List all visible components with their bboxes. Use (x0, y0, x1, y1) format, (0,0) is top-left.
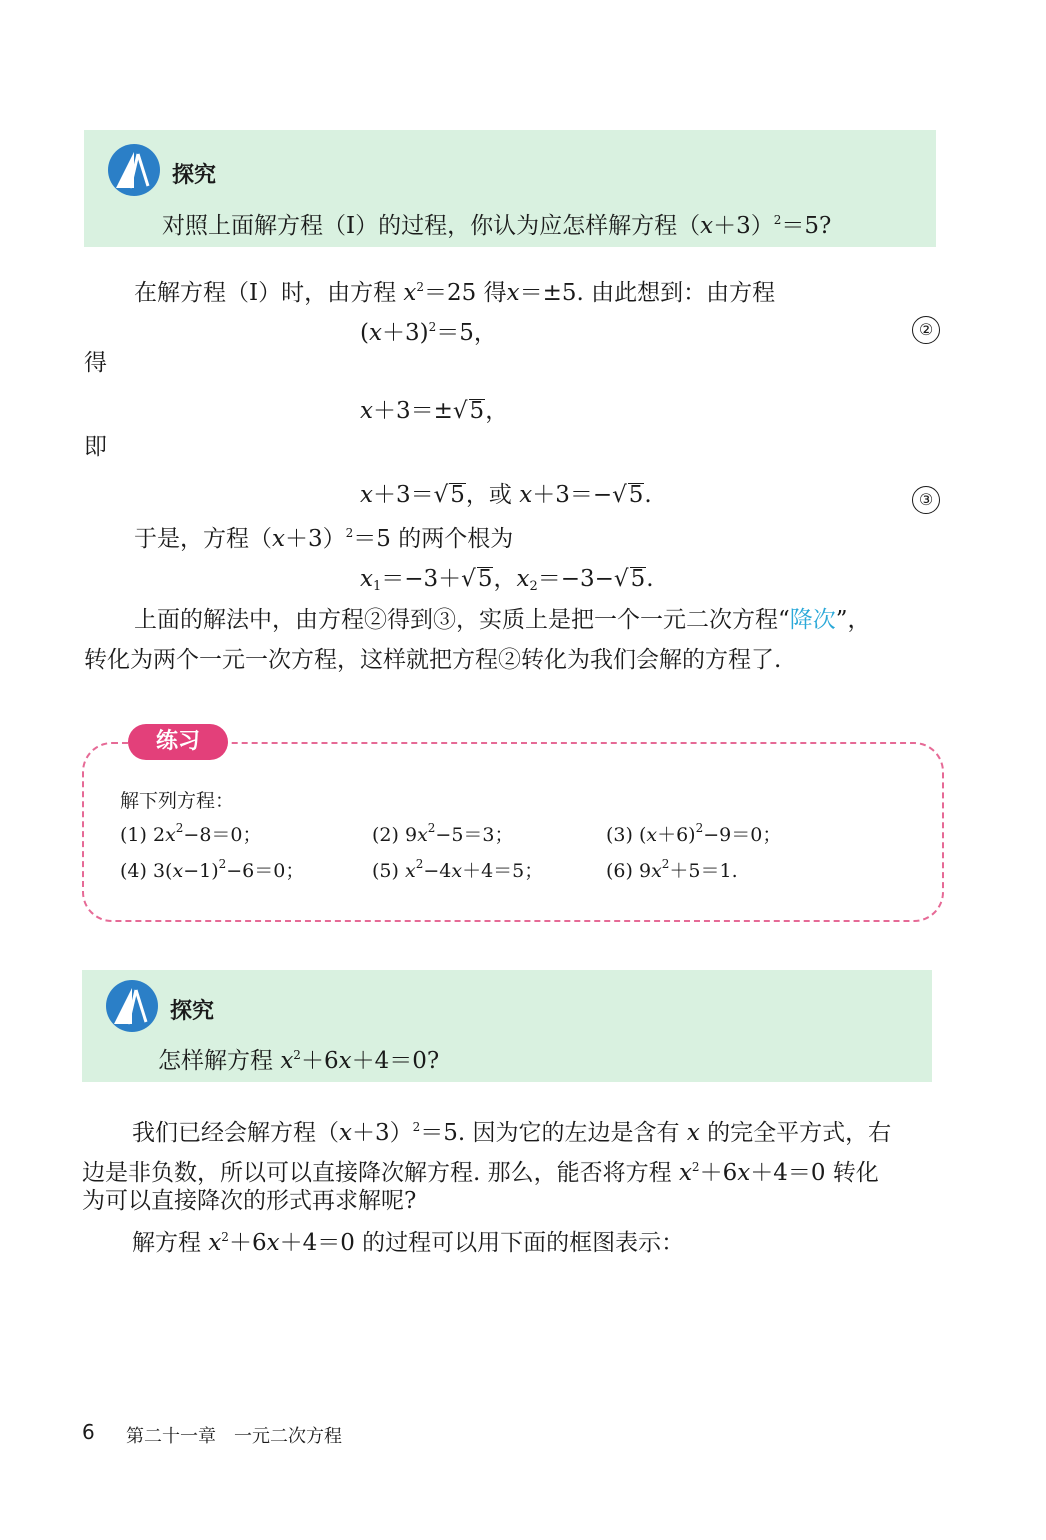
equation-plus-minus: x＋3＝±√5， (360, 398, 509, 424)
word-ji: 即 (84, 434, 107, 460)
explore-title-1: 探究 (172, 163, 217, 188)
compass-triangle-icon (106, 980, 158, 1032)
practice-item-3: (3) $(x+6)^2-9=0$； (606, 821, 782, 846)
explore-title-2: 探究 (170, 999, 215, 1024)
highlight-term: 降次 (789, 607, 836, 633)
paragraph-2: 于是，方程$(x+3)^2=5$ 的两个根为 (134, 526, 514, 552)
paragraph-4-line1: 我们已经会解方程$(x+3)^2=5$. 因为它的左边是含有 x 的完全平方式，右 (132, 1120, 892, 1146)
paragraph-3-line2: 转化为两个一元一次方程，这样就把方程②转化为我们会解的方程了. (84, 647, 782, 673)
paragraph-4-line2: 边是非负数，所以可以直接降次解方程. 那么，能否将方程 $x^2+6x+4=0$ 转化 (82, 1160, 879, 1186)
equation-marker-3: ③ (912, 486, 940, 514)
practice-instruction: 解下列方程： (120, 790, 235, 812)
equation-2: $(x+3)^2=5$， (360, 320, 497, 346)
practice-item-6: (6) $9x^2+5=1$. (606, 857, 738, 882)
chapter-title: 第二十一章 一元二次方程 (126, 1426, 342, 1447)
practice-item-4: (4) $3(x-1)^2-6=0$； (120, 857, 305, 882)
practice-item-5: (5) $x^2-4x+4=5$； (372, 857, 544, 882)
paragraph-1: 在解方程（Ⅰ）时，由方程 $x^2=25$ 得x＝±5. 由此想到：由方程 (134, 280, 776, 306)
roots-equation: $x_1=-3+√5$，$x_2=-3-√5$. (360, 566, 654, 594)
paragraph-4-line3: 为可以直接降次的形式再求解呢? (82, 1188, 417, 1214)
word-de: 得 (84, 350, 107, 376)
equation-marker-2: ② (912, 316, 940, 344)
practice-item-1: (1) $2x^2-8=0$； (120, 821, 262, 846)
compass-triangle-icon (108, 144, 160, 196)
paragraph-4-line4: 解方程 $x^2+6x+4=0$ 的过程可以用下面的框图表示： (132, 1230, 685, 1256)
paragraph-3-line1: 上面的解法中，由方程②得到③，实质上是把一个一元二次方程“降次”， (134, 607, 871, 633)
practice-item-2: (2) $9x^2-5=3$； (372, 821, 514, 846)
practice-badge: 练习 (128, 724, 228, 760)
page-number: 6 (82, 1420, 95, 1444)
equation-3: x＋3＝√5，或 x＋3＝−√5. (360, 482, 652, 508)
explore-question-2: 怎样解方程 $x^2+6x+4=0$? (158, 1048, 440, 1074)
explore-question-1: 对照上面解方程（Ⅰ）的过程，你认为应怎样解方程$(x+3)^2=5$? (162, 213, 832, 239)
